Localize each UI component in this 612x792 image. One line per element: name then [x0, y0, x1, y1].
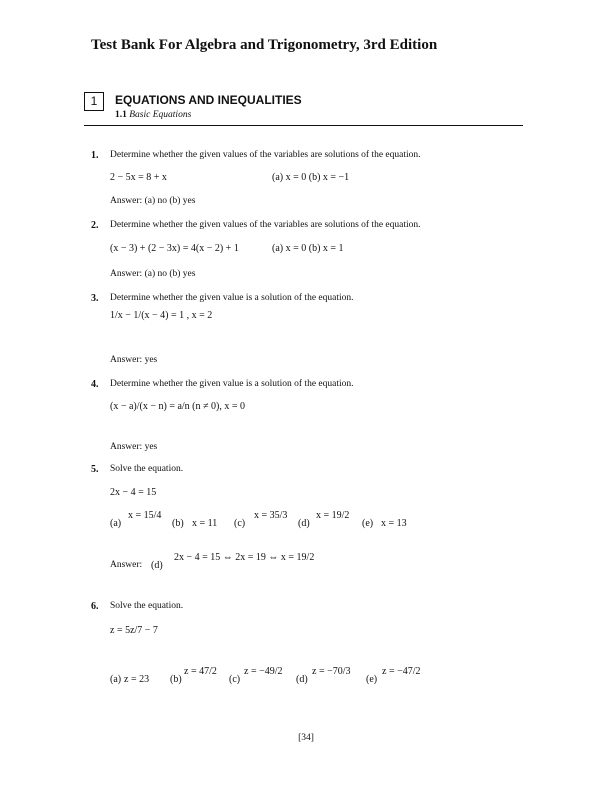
section-number: 1.1: [115, 110, 127, 120]
section-rule: [84, 125, 523, 126]
question-answer: Answer: (a) no (b) yes: [110, 269, 196, 279]
question-equation: 2 − 5x = 8 + x: [110, 172, 167, 183]
choice-label: (d): [296, 674, 308, 685]
choice-value: x = 35/3: [254, 510, 288, 521]
choice-value: z = −70/3: [312, 666, 351, 677]
document-title: Test Bank For Algebra and Trigonometry, 3rd Edition: [91, 37, 438, 53]
question-prompt: Determine whether the given value is a solution of the equation.: [110, 293, 354, 303]
question-equation: (x − 3) + (2 − 3x) = 4(x − 2) + 1: [110, 243, 239, 254]
answer-steps: 2x − 4 = 15 ⇔ 2x = 19 ⇔ x = 19/2: [174, 552, 315, 563]
chapter-number-box: 1: [84, 92, 104, 111]
question-prompt: Solve the equation.: [110, 464, 184, 474]
choice-value: z = 23: [124, 674, 150, 685]
choice-label: (a): [110, 518, 122, 529]
question-prompt: Determine whether the given values of the variables are solutions of the equation.: [110, 150, 421, 160]
question-prompt: Determine whether the given value is a solution of the equation.: [110, 379, 354, 389]
choice-label: (b): [172, 518, 184, 529]
question-number: 3.: [91, 293, 99, 304]
choice-value: x = 19/2: [316, 510, 350, 521]
choice-value: x = 15/4: [128, 510, 162, 521]
question-equation: (x − a)/(x − n) = a/n (n ≠ 0), x = 0: [110, 401, 245, 412]
choice-value: z = 47/2: [184, 666, 217, 677]
choice-label: (d): [298, 518, 310, 529]
choice-label: (a): [110, 674, 122, 685]
choice-value: x = 11: [192, 518, 218, 529]
choice-value: z = −47/2: [382, 666, 421, 677]
question-answer: Answer: yes: [110, 355, 158, 365]
question-equation: 1/x − 1/(x − 4) = 1 , x = 2: [110, 310, 213, 321]
question-answer: Answer: yes: [110, 442, 158, 452]
choice-value: z = −49/2: [244, 666, 283, 677]
chapter-title: EQUATIONS AND INEQUALITIES: [115, 93, 302, 107]
question-equation: z = 5z/7 − 7: [110, 625, 158, 636]
question-prompt: Solve the equation.: [110, 601, 184, 611]
question-prompt: Determine whether the given values of the variables are solutions of the equation.: [110, 220, 421, 230]
question-answer: Answer: (a) no (b) yes: [110, 196, 196, 206]
choice-value: x = 13: [381, 518, 407, 529]
section-name: Basic Equations: [129, 110, 192, 120]
answer-label: Answer:: [110, 560, 143, 570]
page-number: [34]: [298, 733, 314, 743]
choice-label: (b): [170, 674, 182, 685]
question-number: 5.: [91, 464, 99, 475]
question-choices: (a) x = 0 (b) x = −1: [272, 172, 350, 183]
choice-label: (c): [229, 674, 241, 685]
choice-label: (e): [366, 674, 378, 685]
question-equation: 2x − 4 = 15: [110, 487, 157, 498]
section-heading: [115, 110, 191, 120]
question-number: 4.: [91, 379, 99, 390]
question-number: 1.: [91, 150, 99, 161]
choice-label: (e): [362, 518, 374, 529]
question-number: 6.: [91, 601, 99, 612]
answer-choice: (d): [151, 560, 163, 571]
choice-label: (c): [234, 518, 246, 529]
question-number: 2.: [91, 220, 99, 231]
question-choices: (a) x = 0 (b) x = 1: [272, 243, 344, 254]
